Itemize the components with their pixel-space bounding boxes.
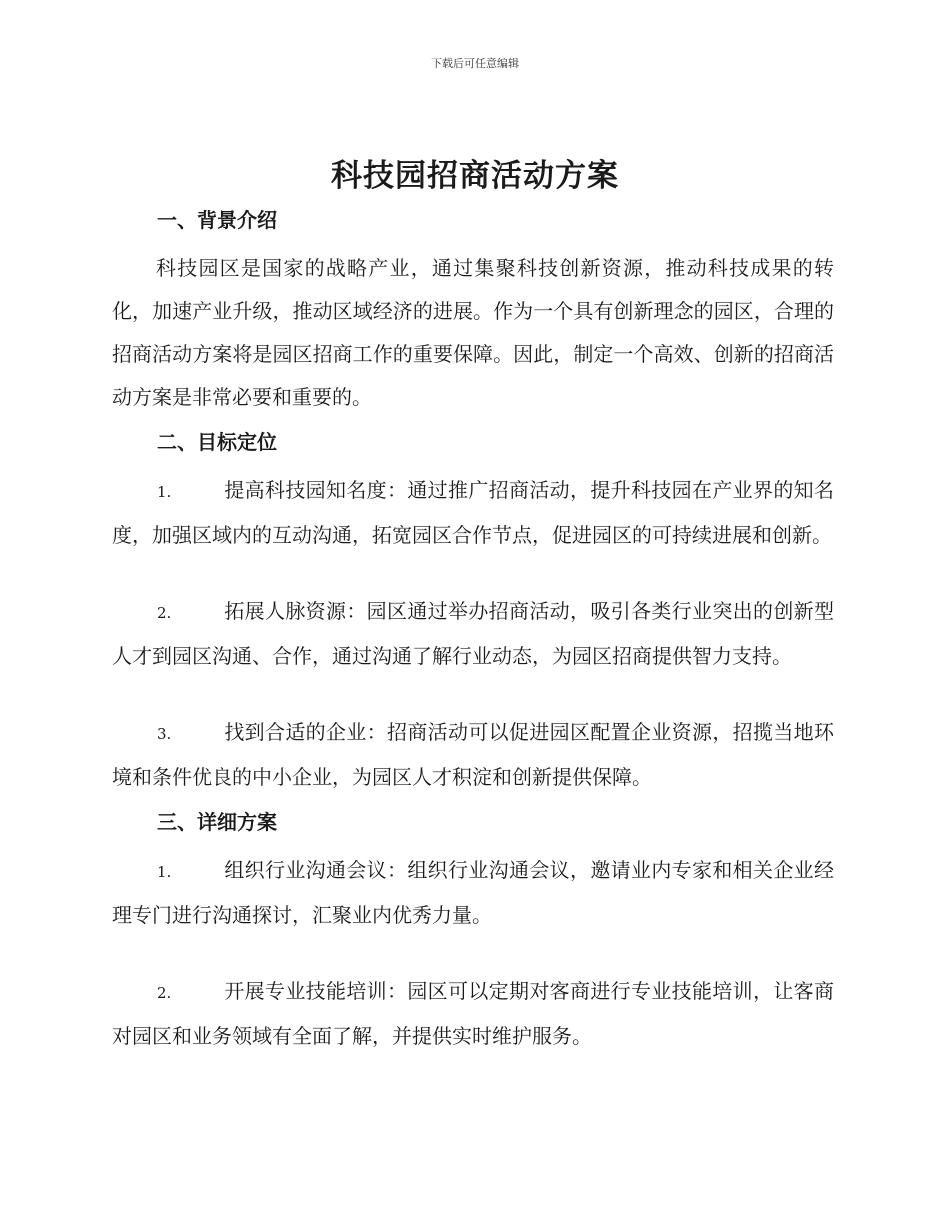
page-header: 下载后可任意编辑 <box>431 57 519 70</box>
section-heading-background: 一、背景介绍 <box>157 208 277 232</box>
list-item-text: 拓展人脉资源：园区通过举办招商活动，吸引各类行业突出的创新型人才到园区沟通、合作，通过沟通了解行业动态，为园区招商提供智力支持。 <box>112 599 834 668</box>
plan-item-2 <box>112 970 834 1058</box>
list-number: 1. <box>157 863 172 881</box>
list-item-text: 提高科技园知名度：通过推广招商活动，提升科技园在产业界的知名度，加强区域内的互动沟通，拓宽园区合作节点，促进园区的可持续进展和创新。 <box>112 478 834 547</box>
section-heading-plan: 三、详细方案 <box>157 810 277 834</box>
section-heading-goals: 二、目标定位 <box>157 430 277 454</box>
list-number: 2. <box>157 604 172 622</box>
goal-item-2 <box>112 590 834 678</box>
background-paragraph: 科技园区是国家的战略产业，通过集聚科技创新资源，推动科技成果的转化，加速产业升级，推动区域经济的进展。作为一个具有创新理念的园区，合理的招商活动方案将是园区招商工作的重要保障。因此，制定一个高效、创新的招商活动方案是非常必要和重要的。 <box>112 256 834 409</box>
list-number: 3. <box>157 725 172 743</box>
plan-item-1 <box>112 849 834 937</box>
document-title: 科技园招商活动方案 <box>331 158 619 194</box>
list-number: 1. <box>157 483 172 501</box>
document-body <box>112 204 834 1058</box>
list-item-text: 开展专业技能培训：园区可以定期对客商进行专业技能培训，让客商对园区和业务领域有全面了解，并提供实时维护服务。 <box>112 979 834 1048</box>
list-item-text: 找到合适的企业：招商活动可以促进园区配置企业资源，招揽当地环境和条件优良的中小企业，为园区人才积淀和创新提供保障。 <box>112 720 834 789</box>
goal-item-3 <box>112 711 834 799</box>
list-item-text: 组织行业沟通会议：组织行业沟通会议，邀请业内专家和相关企业经理专门进行沟通探讨，汇聚业内优秀力量。 <box>112 858 834 927</box>
list-number: 2. <box>157 984 172 1002</box>
goal-item-1 <box>112 469 834 557</box>
